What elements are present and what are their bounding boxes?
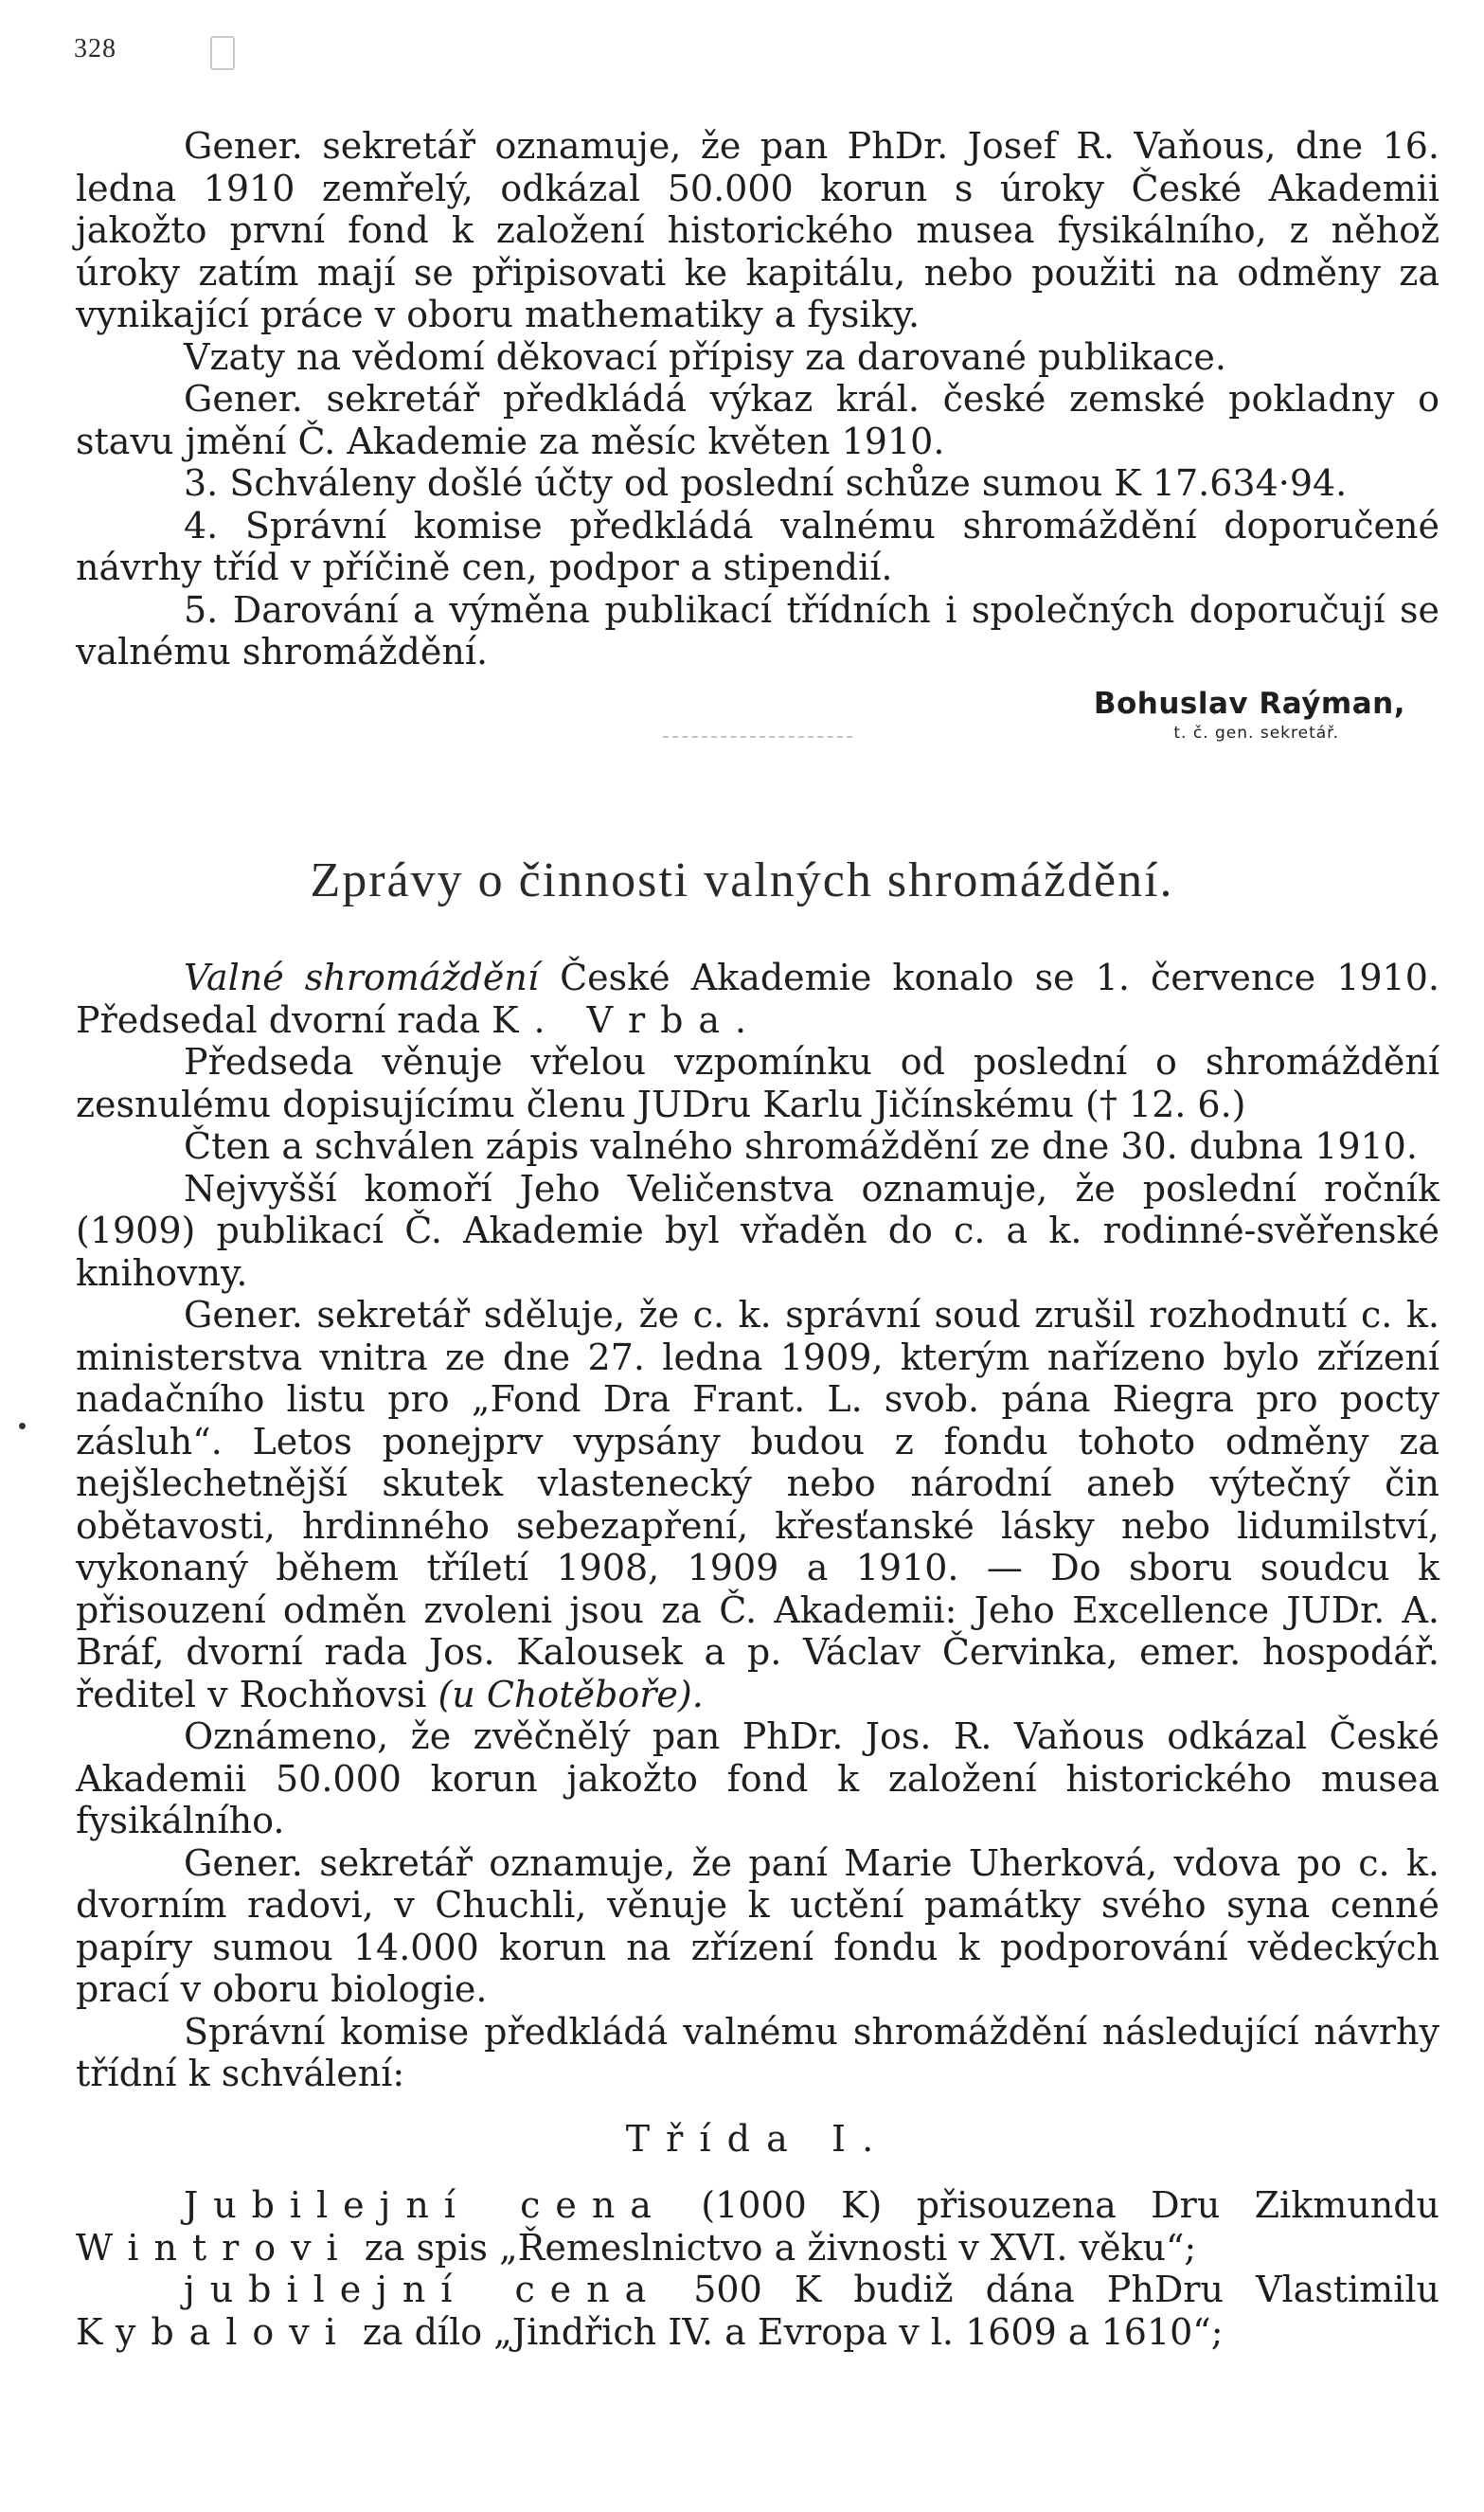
paragraph: Oznámeno, že zvěčnělý pan PhDr. Jos. R. Vaňous odkázal České Akademii 50.000 korun jakožto fond k založení historického musea fysikálního. (76, 1715, 1439, 1841)
divider (663, 736, 852, 738)
italic-phrase: Valné shromáždění (184, 957, 539, 998)
paragraph: Předseda věnuje vřelou vzpomínku od poslední o shromáždění zesnulému dopisujícímu členu JUDru Karlu Jičínskému († 12. 6.) (76, 1041, 1439, 1125)
text-span: za spis „Řemeslnictvo a živnosti v XVI. věku“; (352, 2226, 1197, 2269)
spaced-name: Kybalovi (76, 2310, 351, 2353)
section-2 (76, 957, 1439, 2353)
spaced-phrase: Jubilejní cena (184, 2184, 667, 2226)
text-span: . (735, 998, 747, 1041)
signature-block (76, 687, 1439, 744)
text-span: za dílo „Jindřich IV. a Evropa v l. 1609 a 1610“; (350, 2310, 1224, 2353)
paragraph: 5. Darování a výměna publikací třídních i společných doporučují se valnému shromáždění. (76, 588, 1439, 673)
paragraph: Nejvyšší komoří Jeho Veličenstva oznamuje, že poslední ročník (1909) publikací Č. Akademie byl vřaděn do c. a k. rodinné-svěřenské knihovny. (76, 1167, 1439, 1294)
class-heading: Třída I. (625, 2117, 890, 2160)
paragraph (76, 2184, 1439, 2269)
header-mark-icon (210, 36, 235, 70)
text-span: Gener. sekretář sděluje, že c. k. správní soud zrušil rozhodnutí c. k. ministerstva vnitra ze dne 27. ledna 1909, kterým nařízeno bylo zřízení nadačního listu pro „Fond Dra Frant. L. svob. pána Riegra pro pocty zásluh“. Letos ponejprv vypsány budou z fondu tohoto odměny za nejšlechetnější skutek vlastenecký nebo národní aneb výtečný čin obětavosti, hrdinného sebezapření, křesťanské lásky nebo lidumilství, vykonaný během tříletí 1908, 1909 a 1910. — Do sboru soudcu k přisouzení odměn zvoleni jsou za Č. Akademii: Jeho Excellence JUDr. A. Bráf, dvorní rada Jos. Kalousek a p. Václav Červinka, emer. hospodář. ředitel v Rochňovsi (76, 1294, 1439, 1715)
section-1 (76, 125, 1439, 744)
paragraph: Vzaty na vědomí děkovací přípisy za darované publikace. (184, 335, 1226, 378)
spaced-name: K. Vrba (492, 998, 736, 1041)
paragraph (76, 1294, 1439, 1715)
text-span: 500 K budiž dána PhDru Vlastimilu (661, 2269, 1439, 2310)
signature-role: t. č. gen. sekretář. (1173, 723, 1339, 743)
paragraph (76, 957, 1439, 1041)
text-span: (1000 K) přisouzena Dru Zikmundu (666, 2184, 1439, 2226)
italic-phrase: (u Chotěboře). (438, 1673, 704, 1715)
paragraph: Gener. sekretář oznamuje, že pan PhDr. Josef R. Vaňous, dne 16. ledna 1910 zemřelý, odkázal 50.000 korun s úroky České Akademii jakožto první fond k založení historického musea fysikálního, z něhož úroky zatím mají se připisovati ke kapitálu, nebo použiti na odměny za vynikající práce v oboru mathematiky a fysiky. (76, 125, 1439, 335)
paragraph (76, 2269, 1439, 2353)
paragraph: Správní komise předkládá valnému shromáždění následující návrhy třídní k schválení: (76, 2010, 1439, 2094)
paragraph: 3. Schváleny došlé účty od poslední schůze sumou K 17.634·94. (184, 462, 1348, 504)
section-heading: Zprávy o činnosti valných shromáždění. (310, 853, 1174, 907)
text-span: České Akademie konalo se 1. července 1910. Předsedal dvorní rada (76, 957, 1439, 1041)
paragraph: Čten a schválen zápis valného shromáždění ze dne 30. dubna 1910. (184, 1125, 1418, 1167)
paragraph: Gener. sekretář oznamuje, že paní Marie Uherková, vdova po c. k. dvorním radovi, v Chuchli, věnuje k uctění památky svého syna cenné papíry sumou 14.000 korun na zřízení fondu k podporování vědeckých prací v oboru biologie. (76, 1841, 1439, 2010)
paragraph: Gener. sekretář předkládá výkaz král. české zemské pokladny o stavu jmění Č. Akademie za měsíc květen 1910. (76, 378, 1439, 462)
spaced-phrase: jubilejní cena (184, 2269, 662, 2310)
spaced-name: Wintrovi (76, 2226, 353, 2269)
page-number: 328 (74, 34, 116, 63)
paragraph: 4. Správní komise předkládá valnému shromáždění doporučené návrhy tříd v příčině cen, podpor a stipendií. (76, 504, 1439, 588)
margin-dot (19, 1423, 26, 1429)
signature-name: Bohuslav Raýman, (1093, 686, 1405, 721)
